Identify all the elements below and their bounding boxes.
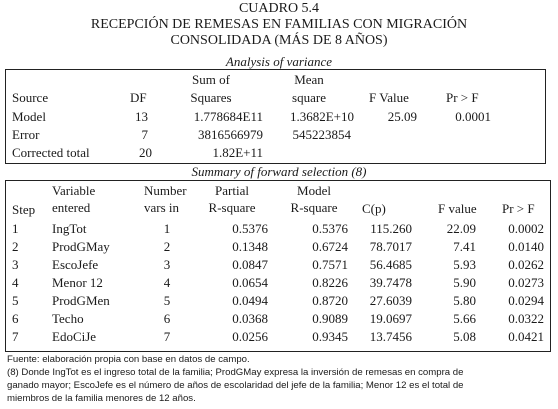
selection-partial: 0.0494 bbox=[232, 293, 268, 308]
selection-f: 5.93 bbox=[453, 257, 476, 272]
footnote-line-3: miembros de la familia menores de 12 años. bbox=[7, 393, 196, 404]
selection-step: 6 bbox=[12, 311, 19, 326]
selection-partial: 0.1348 bbox=[232, 239, 268, 254]
selection-header-var-top: Variable bbox=[52, 183, 96, 198]
anova-header-source: Source bbox=[12, 90, 49, 105]
anova-header-f: F Value bbox=[369, 90, 409, 105]
selection-var: Menor 12 bbox=[52, 275, 103, 290]
selection-cp: 13.7456 bbox=[369, 329, 412, 344]
selection-header-var-bottom: entered bbox=[52, 200, 91, 215]
anova-df: 13 bbox=[135, 109, 148, 124]
footnote-source: Fuente: elaboración propia con base en datos de campo. bbox=[7, 354, 250, 365]
selection-header-f: F value bbox=[438, 201, 477, 216]
anova-f: 25.09 bbox=[387, 109, 417, 124]
table-title-line-1: RECEPCIÓN DE REMESAS EN FAMILIAS CON MIGRACIÓN bbox=[90, 17, 468, 32]
selection-model: 0.7571 bbox=[312, 257, 348, 272]
selection-caption: Summary of forward selection (8) bbox=[191, 164, 367, 179]
anova-ms: 545223854 bbox=[292, 127, 351, 142]
selection-p: 0.0294 bbox=[508, 293, 544, 308]
selection-partial: 0.0256 bbox=[232, 329, 268, 344]
anova-df: 20 bbox=[139, 145, 152, 160]
selection-step: 5 bbox=[12, 293, 19, 308]
table-title-line-2: CONSOLIDADA (MÁS DE 8 AÑOS) bbox=[170, 33, 388, 48]
footnote-line-2: ganado mayor; EscoJefe es el número de años de escolaridad del jefe de la familia; Menor 12 es el total de bbox=[7, 380, 464, 391]
selection-num: 4 bbox=[163, 275, 171, 290]
selection-var: ProdGMay bbox=[52, 239, 110, 254]
selection-cp: 56.4685 bbox=[369, 257, 412, 272]
selection-header-partial-top: Partial bbox=[215, 183, 249, 198]
anova-ss: 3816566979 bbox=[198, 127, 263, 142]
selection-partial: 0.0847 bbox=[232, 257, 268, 272]
anova-caption: Analysis of variance bbox=[225, 54, 333, 69]
anova-source: Corrected total bbox=[12, 145, 90, 160]
selection-f: 5.66 bbox=[453, 311, 476, 326]
selection-cp: 19.0697 bbox=[369, 311, 412, 326]
selection-partial: 0.5376 bbox=[232, 221, 268, 236]
selection-step: 1 bbox=[12, 221, 19, 236]
selection-step: 7 bbox=[12, 329, 19, 344]
anova-header-ss-bottom: Squares bbox=[190, 90, 232, 105]
selection-header-num-bottom: vars in bbox=[144, 200, 180, 215]
selection-var: EscoJefe bbox=[52, 257, 99, 272]
selection-var: EdoCiJe bbox=[52, 329, 97, 344]
selection-table bbox=[5, 180, 551, 352]
selection-num: 1 bbox=[163, 221, 171, 236]
selection-p: 0.0421 bbox=[508, 329, 544, 344]
anova-header-df: DF bbox=[130, 90, 147, 105]
footnote-line-1: (8) Donde IngTot es el ingreso total de la familia; ProdGMay expresa la inversión de remesas en compra de bbox=[7, 367, 464, 378]
selection-p: 0.0322 bbox=[508, 311, 544, 326]
selection-model: 0.8226 bbox=[312, 275, 348, 290]
anova-df: 7 bbox=[141, 127, 148, 142]
selection-num: 5 bbox=[163, 293, 171, 308]
selection-cp: 39.7478 bbox=[369, 275, 412, 290]
anova-source: Model bbox=[12, 109, 46, 124]
anova-header-ss-top: Sum of bbox=[192, 72, 230, 87]
anova-table bbox=[5, 69, 546, 164]
selection-header-cp: C(p) bbox=[362, 201, 386, 216]
anova-source: Error bbox=[12, 127, 40, 142]
selection-cp: 78.7017 bbox=[369, 239, 412, 254]
anova-header-ms-top: Mean bbox=[294, 72, 324, 87]
selection-p: 0.0002 bbox=[508, 221, 544, 236]
selection-var: ProdGMen bbox=[52, 293, 110, 308]
selection-model: 0.8720 bbox=[312, 293, 348, 308]
selection-p: 0.0273 bbox=[508, 275, 544, 290]
selection-model: 0.6724 bbox=[312, 239, 348, 254]
selection-header-partial-bottom: R-square bbox=[208, 200, 256, 215]
selection-model: 0.5376 bbox=[312, 221, 348, 236]
anova-header-p: Pr > F bbox=[446, 90, 479, 105]
selection-header-model-top: Model bbox=[297, 183, 331, 198]
selection-f: 7.41 bbox=[453, 239, 476, 254]
selection-num: 7 bbox=[163, 329, 171, 344]
anova-ss: 1.82E+11 bbox=[212, 145, 263, 160]
selection-header-model-bottom: R-square bbox=[290, 200, 338, 215]
selection-step: 4 bbox=[12, 275, 19, 290]
selection-header-p: Pr > F bbox=[502, 201, 535, 216]
selection-f: 5.90 bbox=[453, 275, 476, 290]
selection-f: 5.80 bbox=[453, 293, 476, 308]
selection-f: 5.08 bbox=[453, 329, 476, 344]
selection-p: 0.0262 bbox=[508, 257, 544, 272]
selection-header-num-top: Number bbox=[144, 183, 187, 198]
selection-num: 6 bbox=[163, 311, 171, 326]
selection-p: 0.0140 bbox=[508, 239, 544, 254]
selection-step: 3 bbox=[12, 257, 19, 272]
anova-header-ms-bottom: square bbox=[292, 90, 326, 105]
selection-step: 2 bbox=[12, 239, 19, 254]
selection-var: Techo bbox=[52, 311, 84, 326]
selection-num: 2 bbox=[163, 239, 171, 254]
table-number: CUADRO 5.4 bbox=[238, 1, 320, 16]
selection-partial: 0.0368 bbox=[232, 311, 268, 326]
selection-f: 22.09 bbox=[446, 221, 476, 236]
selection-cp: 27.6039 bbox=[369, 293, 412, 308]
selection-partial: 0.0654 bbox=[232, 275, 268, 290]
selection-cp: 115.260 bbox=[370, 221, 412, 236]
selection-header-step: Step bbox=[12, 202, 36, 217]
selection-model: 0.9089 bbox=[312, 311, 348, 326]
anova-p: 0.0001 bbox=[455, 109, 491, 124]
anova-ms: 1.3682E+10 bbox=[289, 109, 354, 124]
selection-num: 3 bbox=[163, 257, 171, 272]
selection-var: IngTot bbox=[52, 221, 87, 236]
anova-ss: 1.778684E11 bbox=[193, 109, 263, 124]
selection-model: 0.9345 bbox=[312, 329, 348, 344]
